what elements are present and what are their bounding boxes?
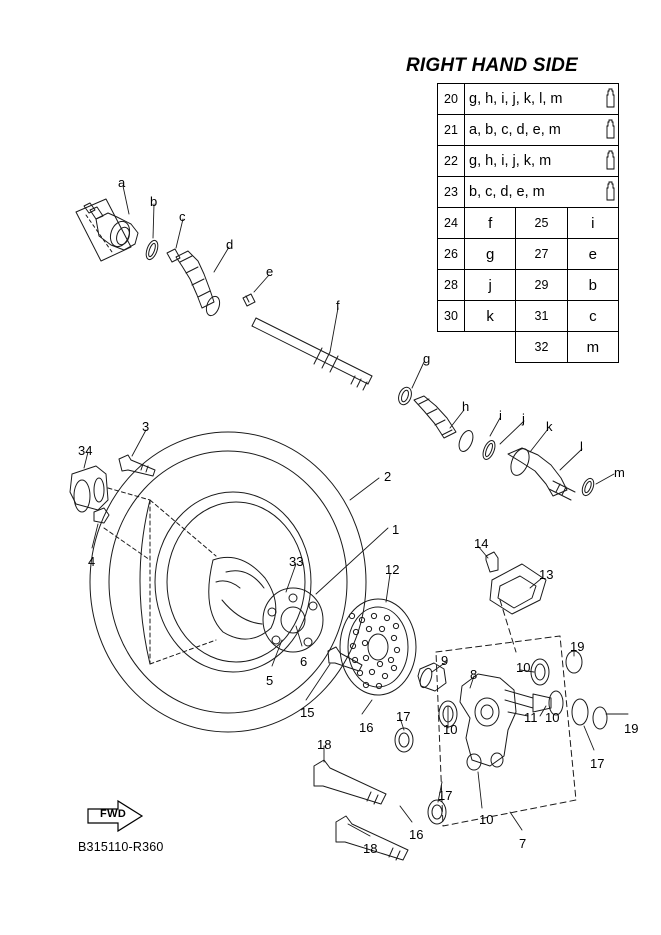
row-letters-text: g, h, i, j, k, m [469, 153, 552, 169]
row-number: 29 [516, 270, 567, 301]
callout-n1: 1 [392, 522, 400, 537]
row-number: 24 [438, 208, 465, 239]
row-number: 23 [438, 177, 465, 208]
callout-n18b: 18 [363, 841, 378, 856]
callout-n19a: 19 [570, 639, 585, 654]
row-value: c [567, 301, 618, 332]
callout-n16b: 16 [409, 827, 424, 842]
callout-n16a: 16 [359, 720, 374, 735]
callout-n34: 34 [78, 443, 93, 458]
callout-h: h [462, 399, 470, 414]
table-row [438, 332, 619, 363]
callout-n17c: 17 [590, 756, 605, 771]
callout-c: c [179, 209, 186, 224]
row-letters [465, 146, 619, 177]
row-number: 21 [438, 115, 465, 146]
callout-e: e [266, 264, 274, 279]
callout-n4: 4 [88, 554, 96, 569]
callout-n11: 11 [524, 710, 538, 725]
callout-n6: 6 [300, 654, 308, 669]
callout-n10d: 10 [479, 812, 494, 827]
grease-tube-icon [606, 181, 615, 202]
row-value: j [465, 270, 516, 301]
row-letters-text: b, c, d, e, m [469, 184, 545, 200]
callout-n18a: 18 [317, 737, 332, 752]
callout-f: f [336, 298, 340, 313]
callout-d: d [226, 237, 234, 252]
callout-n12: 12 [385, 562, 400, 577]
callout-g: g [423, 351, 431, 366]
callout-b: b [150, 194, 158, 209]
callout-n3: 3 [142, 419, 150, 434]
callout-n2: 2 [384, 469, 392, 484]
table-row [438, 270, 619, 301]
row-number: 20 [438, 84, 465, 115]
row-value: m [567, 332, 618, 363]
right-hand-side-table [437, 83, 619, 363]
callout-n14: 14 [474, 536, 489, 551]
table-row [438, 208, 619, 239]
row-value: i [567, 208, 618, 239]
table-row [438, 301, 619, 332]
row-value-empty [465, 332, 516, 363]
row-value: b [567, 270, 618, 301]
table-row [438, 115, 619, 146]
row-number: 30 [438, 301, 465, 332]
row-number: 22 [438, 146, 465, 177]
row-value: g [465, 239, 516, 270]
row-number: 31 [516, 301, 567, 332]
grease-tube-icon [606, 88, 615, 109]
table-row [438, 146, 619, 177]
callout-j: j [522, 411, 525, 426]
callout-n33: 33 [289, 554, 304, 569]
callout-k: k [546, 419, 553, 434]
table-row [438, 84, 619, 115]
table-row [438, 177, 619, 208]
row-letters [465, 84, 619, 115]
row-value: f [465, 208, 516, 239]
row-letters-text: a, b, c, d, e, m [469, 122, 561, 138]
callout-n10c: 10 [443, 722, 458, 737]
row-letters [465, 177, 619, 208]
callout-n17a: 17 [396, 709, 411, 724]
callout-n17b: 17 [438, 788, 453, 803]
row-letters [465, 115, 619, 146]
callout-n15: 15 [300, 705, 315, 720]
row-number: 26 [438, 239, 465, 270]
callout-n10a: 10 [516, 660, 531, 675]
callout-n13: 13 [539, 567, 554, 582]
row-number: 28 [438, 270, 465, 301]
row-value: e [567, 239, 618, 270]
callout-n5: 5 [266, 673, 274, 688]
row-number: 32 [516, 332, 567, 363]
grease-tube-icon [606, 119, 615, 140]
callout-n10b: 10 [545, 710, 560, 725]
right-hand-side-title: RIGHT HAND SIDE [406, 55, 578, 76]
callout-a: a [118, 175, 126, 190]
row-number: 27 [516, 239, 567, 270]
callout-l: l [580, 439, 583, 454]
callout-i: i [499, 408, 502, 423]
callout-m: m [614, 465, 625, 480]
row-number: 25 [516, 208, 567, 239]
row-value: k [465, 301, 516, 332]
table-row [438, 239, 619, 270]
callout-n9: 9 [441, 653, 449, 668]
part-number-label: B315110-R360 [78, 840, 164, 854]
grease-tube-icon [606, 150, 615, 171]
callout-n8: 8 [470, 667, 478, 682]
fwd-direction-marker [86, 799, 146, 833]
row-letters-text: g, h, i, j, k, l, m [469, 91, 563, 107]
row-number-empty [438, 332, 465, 363]
fwd-label: FWD [100, 808, 127, 820]
callout-n7: 7 [519, 836, 527, 851]
callout-n19b: 19 [624, 721, 639, 736]
